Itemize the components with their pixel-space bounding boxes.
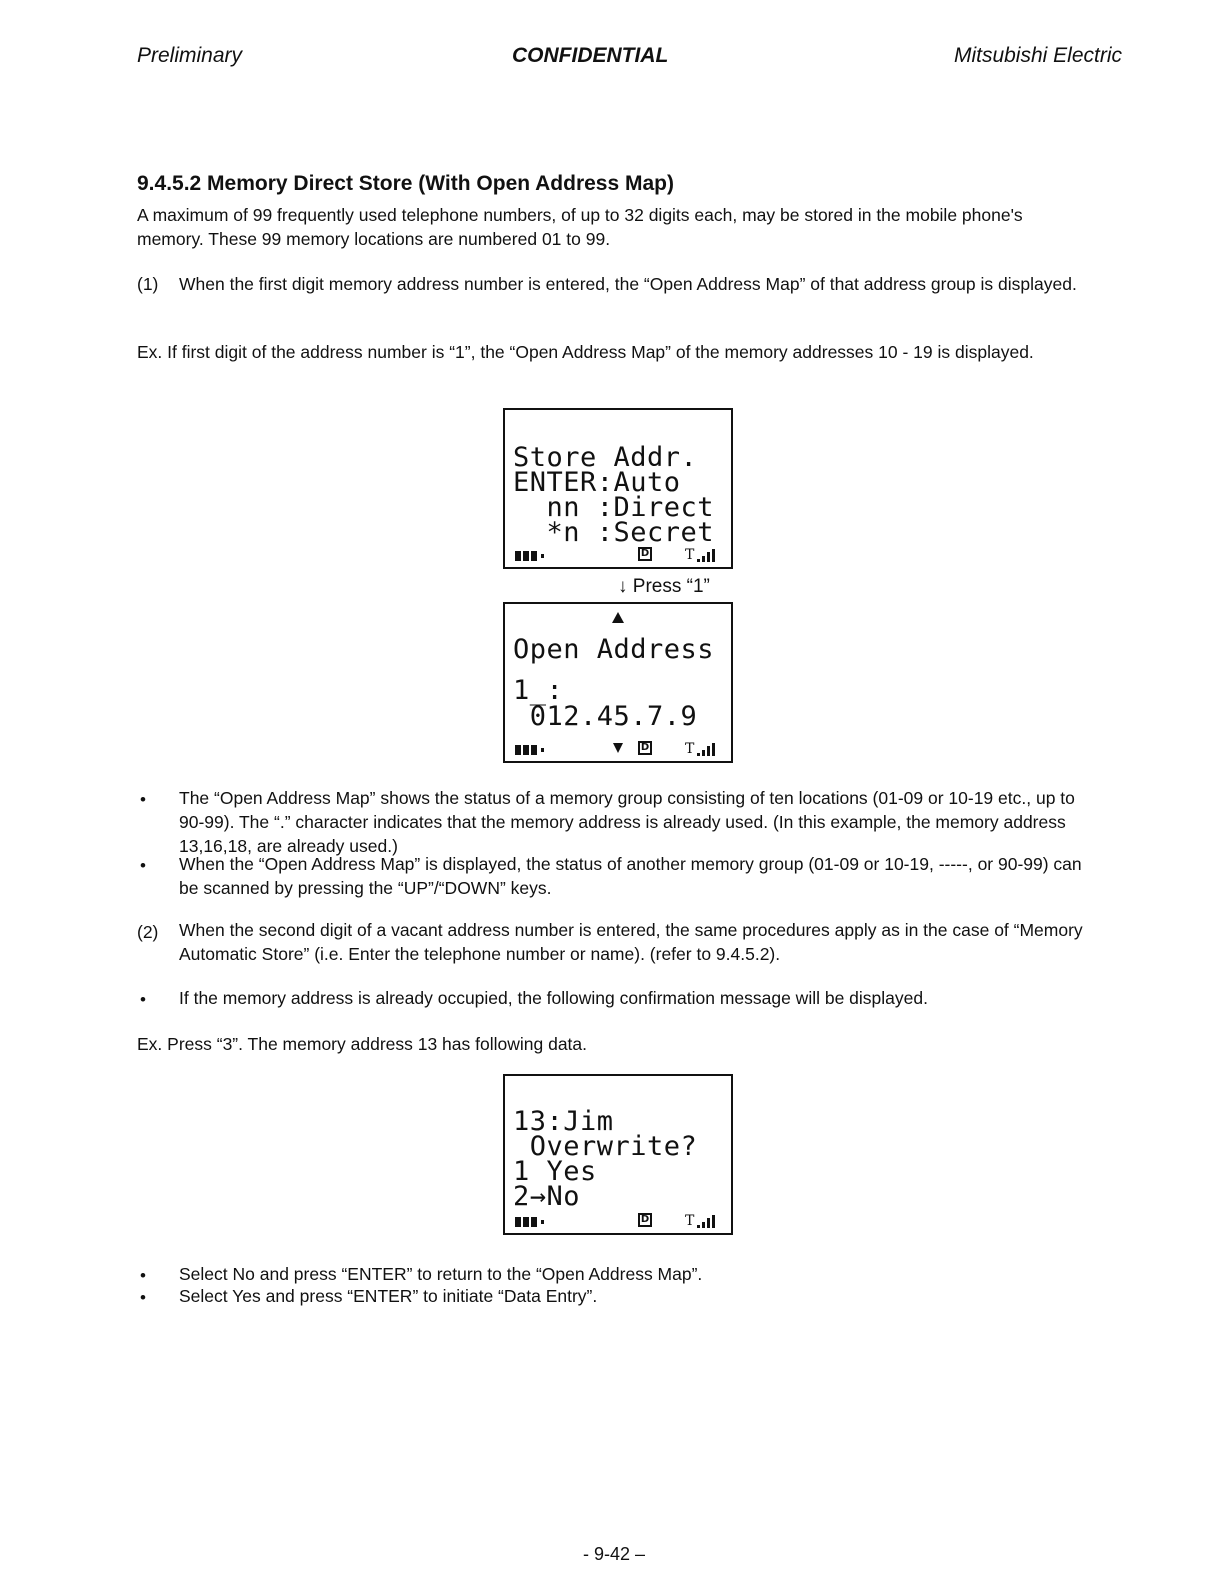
- lcd-line: 2→No: [513, 1181, 581, 1212]
- triangle-up-icon: [612, 612, 624, 623]
- d-indicator-icon: D: [638, 1213, 652, 1227]
- press-instruction: ↓ Press “1”: [618, 576, 710, 597]
- lcd-screen-open-address: [503, 602, 733, 763]
- bullet-dot: •: [140, 856, 146, 875]
- lcd-status-bar: [513, 547, 723, 563]
- lcd-line: Overwrite?: [513, 1131, 698, 1162]
- lcd-line: nn :Direct: [513, 492, 715, 523]
- page-number: - 9-42 –: [583, 1544, 646, 1564]
- signal-strength-icon: T: [685, 547, 717, 563]
- step-2-text: When the second digit of a vacant address number is entered, the same procedures apply as in the case of “Memory Automatic Store” (i.e. Enter the telephone number or name). (refer to 9.4.5.2).: [179, 920, 1083, 964]
- section-title: 9.4.5.2 Memory Direct Store (With Open Address Map): [137, 172, 674, 195]
- d-indicator-icon: D: [638, 547, 652, 561]
- step-1-label: (1): [137, 274, 159, 294]
- battery-icon: [515, 1217, 541, 1227]
- bullet-text: The “Open Address Map” shows the status of a memory group consisting of ten locations (01-09 or 10-19 etc., up to 90-99). The “.” character indicates that the memory address is already used. (In this example, the memory address 13,16,18, are already used.): [179, 788, 1075, 856]
- lcd-line: Open Address: [513, 634, 715, 665]
- signal-strength-icon: T: [685, 1213, 717, 1229]
- bullet-dot: •: [140, 990, 146, 1009]
- example-1: Ex. If first digit of the address number is “1”, the “Open Address Map” of the memory addresses 10 - 19 is displayed.: [137, 342, 1034, 362]
- example-2: Ex. Press “3”. The memory address 13 has following data.: [137, 1034, 588, 1054]
- step-1-text: When the first digit memory address number is entered, the “Open Address Map” of that address group is displayed.: [179, 274, 1077, 294]
- triangle-down-icon: [613, 743, 623, 753]
- lcd-line: Store Addr.: [513, 442, 698, 473]
- header-center: CONFIDENTIAL: [512, 44, 669, 67]
- signal-strength-icon: T: [685, 741, 717, 757]
- bullet-dot: •: [140, 790, 146, 809]
- header-right: Mitsubishi Electric: [953, 44, 1122, 67]
- bullet-text: When the “Open Address Map” is displayed, the status of another memory group (01-09 or 10-19, -----, or 90-99) can be scanned by pressing the “UP”/“DOWN” keys.: [179, 854, 1082, 898]
- intro-paragraph: A maximum of 99 frequently used telephone numbers, of up to 32 digits each, may be stored in the mobile phone's memory. These 99 memory locations are numbered 01 to 99.: [137, 205, 1023, 249]
- bullet-dot: •: [140, 1288, 146, 1307]
- bullet-text: If the memory address is already occupied, the following confirmation message will be displayed.: [179, 988, 928, 1008]
- d-indicator-icon: D: [638, 741, 652, 755]
- header-left: Preliminary: [137, 44, 243, 67]
- lcd-line: ENTER:Auto: [513, 467, 681, 498]
- lcd-line: 13:Jim: [513, 1106, 614, 1137]
- battery-icon: [515, 551, 541, 561]
- lcd-screen-store-addr: [503, 408, 733, 569]
- lcd-line: 1_:: [513, 675, 564, 706]
- battery-icon: [515, 745, 541, 755]
- lcd-status-bar: [513, 741, 723, 757]
- bullet-dot: •: [140, 1266, 146, 1285]
- lcd-line: 012.45.7.9: [513, 701, 698, 732]
- lcd-screen-overwrite: [503, 1074, 733, 1235]
- lcd-status-bar: [513, 1213, 723, 1229]
- bullet-text: Select Yes and press “ENTER” to initiate “Data Entry”.: [179, 1286, 598, 1306]
- step-2-label: (2): [137, 922, 159, 942]
- bullet-text: Select No and press “ENTER” to return to the “Open Address Map”.: [179, 1264, 703, 1284]
- lcd-line: *n :Secret: [513, 517, 715, 548]
- lcd-line: 1 Yes: [513, 1156, 597, 1187]
